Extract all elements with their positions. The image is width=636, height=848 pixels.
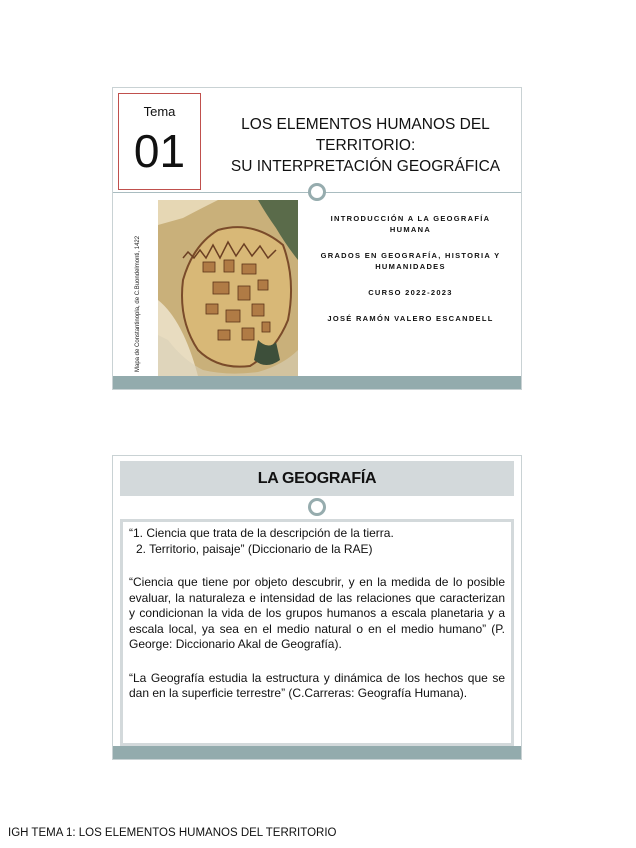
tema-number: 01 <box>133 125 186 177</box>
divider-circle <box>308 183 326 201</box>
definition-line-2: 2. Territorio, paisaje” (Diccionario de la RAE) <box>136 541 373 556</box>
map-caption: Mapa de Constantinopla, de C.Buondelmonti, 1422 <box>135 235 141 372</box>
slide-bottom-bar <box>113 746 521 759</box>
course-info <box>318 213 503 339</box>
course-year: CURSO 2022-2023 <box>368 288 453 297</box>
geography-slide <box>112 455 522 760</box>
george-quote: “Ciencia que tiene por objeto descubrir, y en la medida de lo posible evaluar, la naturaleza e intensidad de las relaciones que caracterizan y condicionan la vida de los grupos humanos a escala planetaria y a escala local, ya sea en el medio natural o en el medio humano” (P. George: Diccionario Akal de Geografía). <box>129 575 505 651</box>
title-line-1: LOS ELEMENTOS HUMANOS DEL <box>241 116 490 133</box>
slide-bottom-bar <box>113 376 521 389</box>
course-degrees: GRADOS EN GEOGRAFÍA, HISTORIA Y HUMANIDADES <box>320 251 501 271</box>
divider-circle <box>308 498 326 516</box>
slide-title <box>223 114 508 177</box>
course-author: JOSÉ RAMÓN VALERO ESCANDELL <box>327 314 494 323</box>
slide-title: LA GEOGRAFÍA <box>120 461 514 496</box>
title-slide <box>112 87 522 390</box>
page-footer: IGH TEMA 1: LOS ELEMENTOS HUMANOS DEL TERRITORIO <box>8 827 337 839</box>
carreras-quote: “La Geografía estudia la estructura y dinámica de los hechos que se dan en la superficie terrestre” (C.Carreras: Geografía Humana). <box>129 670 505 700</box>
tema-label: Tema <box>143 104 176 119</box>
definition-line-1: “1. Ciencia que trata de la descripción de la tierra. <box>129 526 394 540</box>
course-subject: INTRODUCCIÓN A LA GEOGRAFÍA HUMANA <box>330 214 491 234</box>
slide-body <box>120 519 514 746</box>
tema-box <box>118 93 201 190</box>
constantinople-map-image <box>158 200 298 376</box>
title-line-3: SU INTERPRETACIÓN GEOGRÁFICA <box>230 158 501 175</box>
title-line-2: TERRITORIO: <box>315 137 416 154</box>
